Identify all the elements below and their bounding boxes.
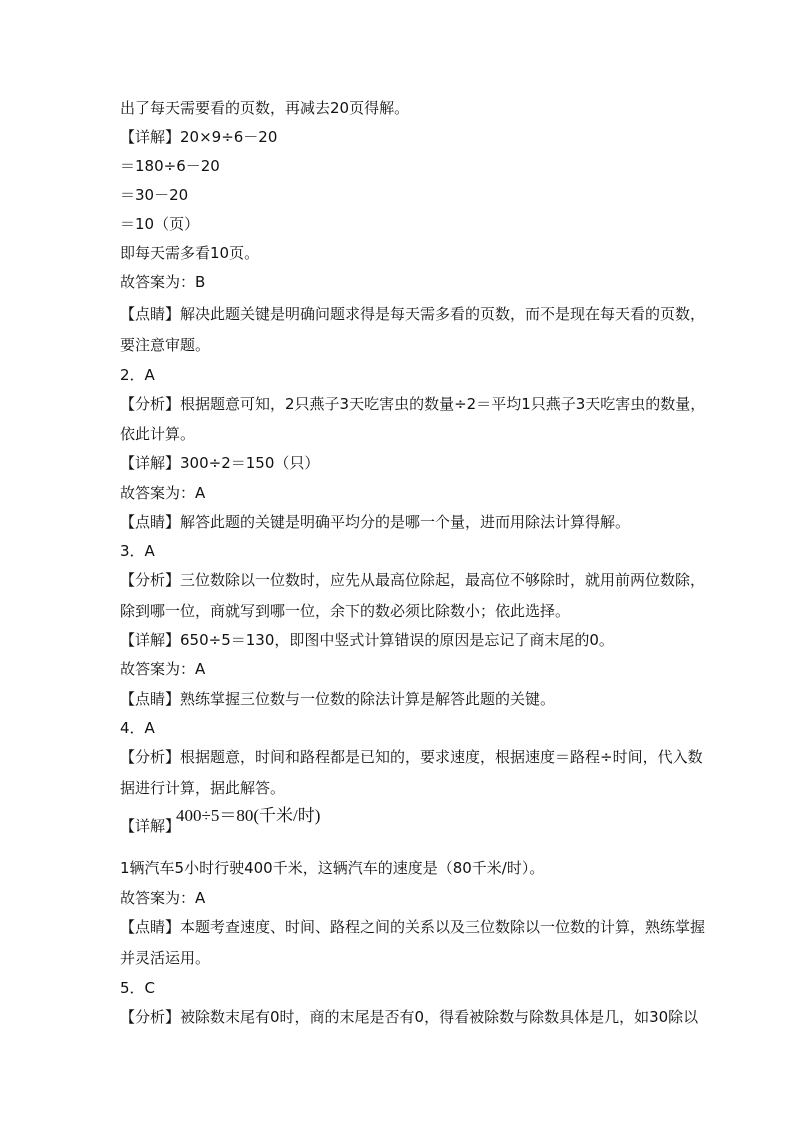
text-line: ＝30－20 (120, 186, 189, 204)
text-line: ＝180÷6－20 (120, 157, 220, 175)
question-number: 2．A (120, 366, 155, 384)
text-line: 【详解】650÷5＝130，即图中竖式计算错误的原因是忘记了商末尾的0。 (120, 631, 614, 649)
text-line: 【详解】300÷2＝150（只） (120, 454, 320, 472)
text-line: 1辆汽车5小时行驶400千米，这辆汽车的速度是（80千米/时）。 (120, 859, 545, 877)
text-line: 依此计算。 (120, 425, 196, 443)
text-line: 故答案为：A (120, 484, 206, 502)
question-number: 4．A (120, 719, 155, 737)
text-line: 出了每天需要看的页数，再减去20页得解。 (120, 99, 410, 117)
text-line: 【点睛】解决此题关键是明确问题求得是每天需多看的页数，而不是现在每天看的页数， (120, 305, 706, 323)
text-line: 【点睛】解答此题的关键是明确平均分的是哪一个量，进而用除法计算得解。 (120, 513, 631, 531)
formula: 400÷5＝80(千米/时) (176, 806, 321, 825)
question-number: 5．C (120, 979, 156, 997)
text-line: 【点睛】熟练掌握三位数与一位数的除法计算是解答此题的关键。 (120, 690, 556, 708)
text-line: 【分析】三位数除以一位数时，应先从最高位除起，最高位不够除时，就用前两位数除， (120, 571, 706, 589)
text-line: 故答案为：A (120, 660, 206, 678)
text-line: 故答案为：B (120, 273, 206, 291)
text-line: 并灵活运用。 (120, 949, 211, 967)
question-number: 3．A (120, 542, 155, 560)
text-line: 【详解】20×9÷6－20 (120, 128, 278, 146)
text-line: 【详解】 (120, 817, 181, 835)
text-line: 据进行计算，据此解答。 (120, 779, 286, 797)
text-line: 要注意审题。 (120, 336, 211, 354)
text-line: 即每天需多看10页。 (120, 244, 260, 262)
text-line: 除到哪一位，商就写到哪一位，余下的数必须比除数小；依此选择。 (120, 602, 571, 620)
text-line: 【分析】根据题意可知，2只燕子3天吃害虫的数量÷2＝平均1只燕子3天吃害虫的数量， (120, 395, 706, 413)
text-line: 故答案为：A (120, 889, 206, 907)
text-line: 【分析】被除数末尾有0时，商的末尾是否有0，得看被除数与除数具体是几，如30除以 (120, 1008, 699, 1026)
text-line: ＝10（页） (120, 215, 200, 233)
text-line: 【点睛】本题考查速度、时间、路程之间的关系以及三位数除以一位数的计算，熟练掌握 (120, 918, 706, 936)
text-line: 【分析】根据题意，时间和路程都是已知的，要求速度，根据速度＝路程÷时间，代入数 (120, 748, 703, 766)
